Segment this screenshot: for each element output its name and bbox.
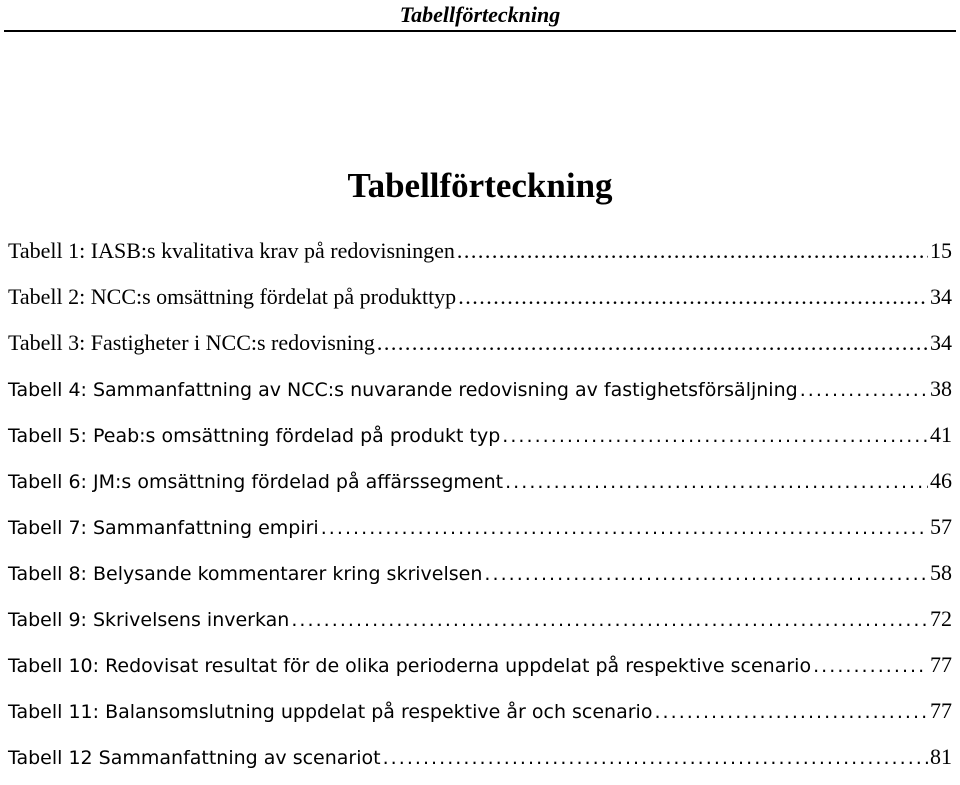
toc-page-number: 38 (930, 376, 952, 401)
toc-entry-label: Tabell 4: Sammanfattning av NCC:s nuvarande redovisning av fastighetsförsäljning (8, 379, 798, 401)
toc-dot-leader (800, 372, 928, 408)
toc-entry-label: Tabell 8: Belysande kommentarer kring skrivelsen (8, 563, 483, 585)
toc-dot-leader (377, 325, 928, 361)
toc-entry[interactable] (8, 325, 952, 371)
toc-entry[interactable] (8, 739, 952, 785)
toc-entry-label: Tabell 5: Peab:s omsättning fördelad på produkt typ (8, 425, 501, 447)
toc-dot-leader (813, 648, 928, 684)
toc-dot-leader (458, 279, 928, 315)
table-of-tables (8, 233, 952, 785)
toc-page-number: 57 (930, 514, 952, 539)
toc-dot-leader (321, 510, 928, 546)
toc-entry-label: Tabell 1: IASB:s kvalitativa krav på redovisningen (8, 238, 455, 263)
toc-dot-leader (505, 464, 928, 500)
toc-page-number: 77 (930, 652, 952, 677)
toc-dot-leader (383, 740, 928, 776)
toc-entry[interactable] (8, 601, 952, 647)
toc-dot-leader (502, 418, 928, 454)
toc-entry[interactable] (8, 555, 952, 601)
toc-entry-label: Tabell 9: Skrivelsens inverkan (8, 609, 290, 631)
toc-entry[interactable] (8, 233, 952, 279)
toc-entry[interactable] (8, 693, 952, 739)
toc-page-number: 58 (930, 560, 952, 585)
toc-page-number: 81 (930, 744, 952, 769)
toc-entry[interactable] (8, 647, 952, 693)
toc-page-number: 34 (930, 284, 952, 309)
toc-dot-leader (654, 694, 928, 730)
running-header: Tabellförteckning (399, 2, 561, 27)
toc-entry-label: Tabell 11: Balansomslutning uppdelat på respektive år och scenario (8, 701, 653, 723)
toc-entry[interactable] (8, 417, 952, 463)
toc-entry[interactable] (8, 509, 952, 555)
toc-entry[interactable] (8, 371, 952, 417)
header-rule (4, 30, 956, 32)
toc-entry-label: Tabell 10: Redovisat resultat för de olika perioderna uppdelat på respektive scenario (8, 655, 812, 677)
toc-dot-leader (457, 233, 928, 269)
toc-page-number: 34 (930, 330, 952, 355)
toc-page-number: 41 (930, 422, 952, 447)
toc-dot-leader (291, 602, 928, 638)
toc-entry-label: Tabell 7: Sammanfattning empiri (8, 517, 319, 539)
toc-page-number: 15 (930, 238, 952, 263)
toc-page-number: 46 (930, 468, 952, 493)
toc-page-number: 72 (930, 606, 952, 631)
page-title: Tabellförteckning (347, 166, 613, 205)
toc-entry-label: Tabell 3: Fastigheter i NCC:s redovisning (8, 330, 375, 355)
toc-page-number: 77 (930, 698, 952, 723)
toc-entry-label: Tabell 12 Sammanfattning av scenariot (8, 747, 381, 769)
toc-dot-leader (484, 556, 928, 592)
toc-entry-label: Tabell 2: NCC:s omsättning fördelat på produkttyp (8, 284, 457, 309)
toc-entry-label: Tabell 6: JM:s omsättning fördelad på affärssegment (8, 471, 504, 493)
toc-entry[interactable] (8, 463, 952, 509)
toc-entry[interactable] (8, 279, 952, 325)
